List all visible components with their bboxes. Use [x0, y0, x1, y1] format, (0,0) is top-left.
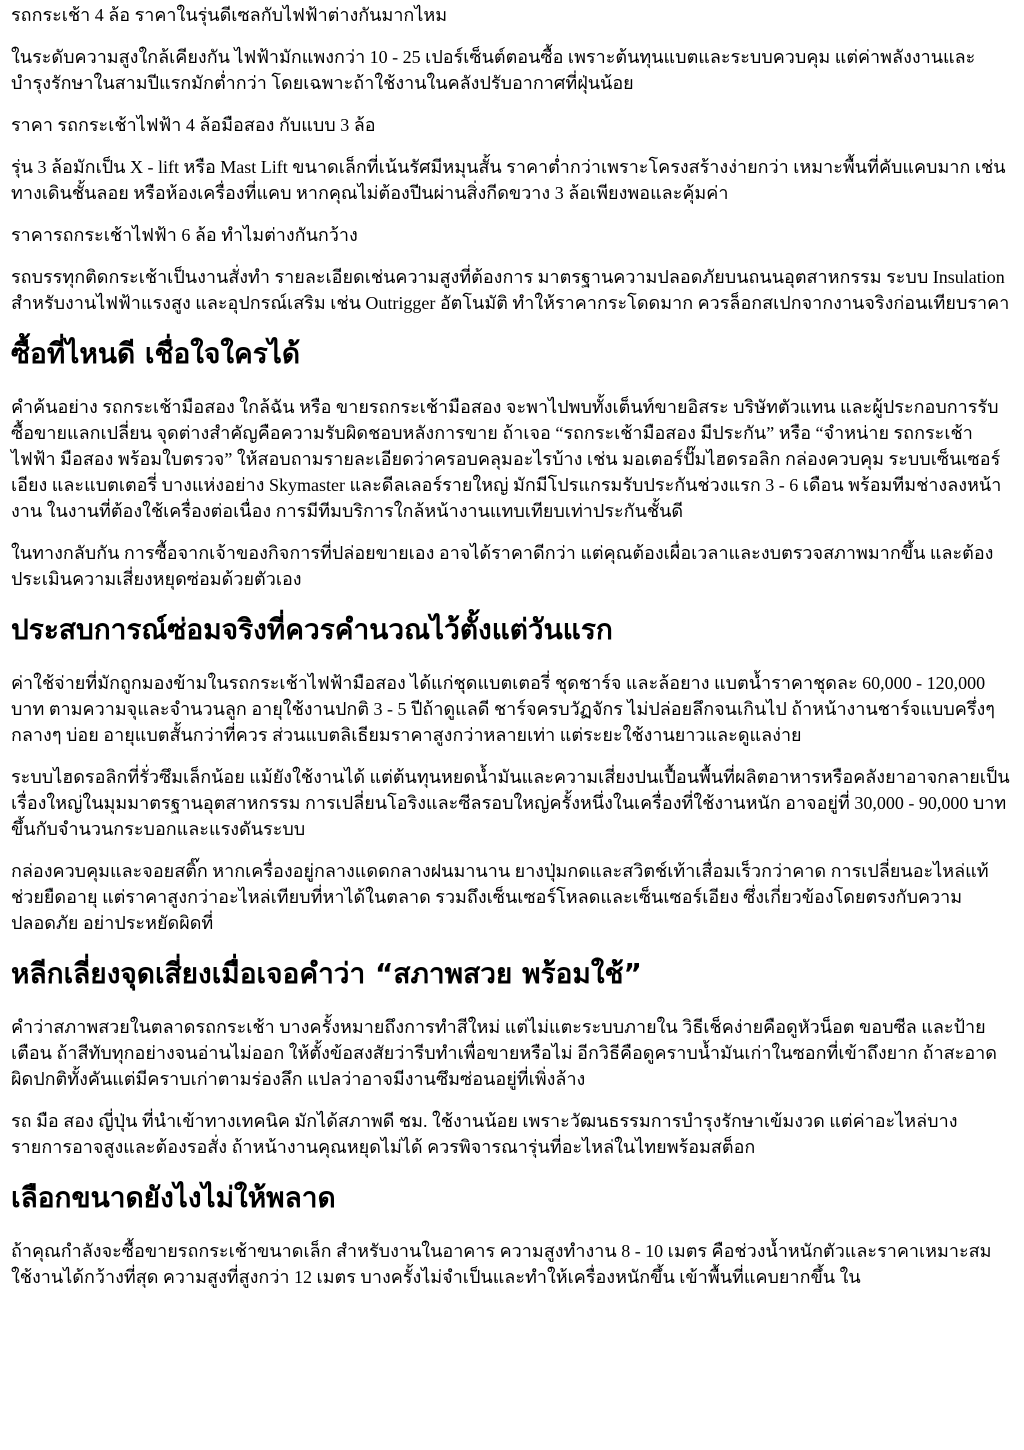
paragraph-electric-vs-diesel: ในระดับความสูงใกล้เคียงกัน ไฟฟ้ามักแพงกว่า 10 - 25 เปอร์เซ็นต์ตอนซื้อ เพราะต้นทุนแบตและระบบควบคุม แต่ค่าพลังงานและบำรุงรักษาในสามปีแรกมักต่ำกว่า โดยเฉพาะถ้าใช้งานในคลังปรับอากาศที่ฝุ่นน้อย: [11, 47, 976, 93]
paragraph-controls: กล่องควบคุมและจอยสติ๊ก หากเครื่องอยู่กลางแดดกลางฝนมานาน ยางปุ่มกดและสวิตช์เท้าเสื่อมเร็วกว่าคาด การเปลี่ยนอะไหล่แท้ช่วยยืดอายุ แต่ราคาสูงกว่าอะไหล่เทียบที่หาได้ในตลาด รวมถึงเซ็นเซอร์โหลดและเซ็นเซอร์เอียง ซึ่งเกี่ยวข้องโดยตรงกับความปลอดภัย อย่าประหยัดผิดที่: [11, 861, 989, 933]
paragraph-truck-mounted: รถบรรทุกติดกระเช้าเป็นงานสั่งทำ รายละเอียดเช่นความสูงที่ต้องการ มาตรฐานความปลอดภัยบนถนนอุตสาหกรรม ระบบ Insulation สำหรับงานไฟฟ้าแรงสูง และอุปกรณ์เสริม เช่น Outrigger อัตโนมัติ ทำให้ราคากระโดดมาก ควรล็อกสเปกจากงานจริงก่อนเทียบราคา: [11, 267, 1010, 313]
paragraph-dealers-warranty: คำค้นอย่าง รถกระเช้ามือสอง ใกล้ฉัน หรือ ขายรถกระเช้ามือสอง จะพาไปพบทั้งเต็นท์ขายอิสระ บริษัทตัวแทน และผู้ประกอบการรับซื้อขายแลกเปลี่ยน จุดต่างสำคัญคือความรับผิดชอบหลังการขาย ถ้าเจอ “รถกระเช้ามือสอง มีประกัน” หรือ “จำหน่าย รถกระเช้าไฟฟ้า มือสอง พร้อมใบตรวจ” ให้สอบถามรายละเอียดว่าครอบคลุมอะไรบ้าง เช่น มอเตอร์ปั๊มไฮดรอลิก กล่องควบคุม ระบบเซ็นเซอร์เอียง และแบตเตอรี่ บางแห่งอย่าง Skymaster และดีลเลอร์รายใหญ่ มักมีโปรแกรมรับประกันช่วงแรก 3 - 6 เดือน พร้อมทีมช่างลงหน้างาน ในงานที่ต้องใช้เครื่องต่อเนื่อง การมีทีมบริการใกล้หน้างานแทบเทียบเท่าประกันชั้นดี: [11, 397, 1002, 521]
subheading-6wheel-price: ราคารถกระเช้าไฟฟ้า 6 ล้อ ทำไมต่างกันกว้าง: [11, 225, 358, 245]
paragraph-japanese-imports: รถ มือ สอง ญี่ปุ่น ที่นำเข้าทางเทคนิค มักได้สภาพดี ชม. ใช้งานน้อย เพราะวัฒนธรรมการบำรุงรักษาเข้มงวด แต่ค่าอะไหล่บางรายการอาจสูงและต้องรอสั่ง ถ้าหน้างานคุณหยุดไม่ได้ ควรพิจารณารุ่นที่อะไหล่ในไทยพร้อมสต็อก: [11, 1111, 958, 1157]
subheading-4wheel-vs-3wheel: ราคา รถกระเช้าไฟฟ้า 4 ล้อมือสอง กับแบบ 3 ล้อ: [11, 115, 376, 135]
paragraph-hydraulics: ระบบไฮดรอลิกที่รั่วซึมเล็กน้อย แม้ยังใช้งานได้ แต่ต้นทุนหยดน้ำมันและความเสี่ยงปนเปื้อนพื้นที่ผลิตอาหารหรือคลังยาอาจกลายเป็นเรื่องใหญ่ในมุมมาตรฐานอุตสาหกรรม การเปลี่ยนโอริงและซีลรอบใหญ่ครั้งหนึ่งในเครื่องที่ใช้งานหนัก อาจอยู่ที่ 30,000 - 90,000 บาท ขึ้นกับจำนวนกระบอกและแรงดันระบบ: [11, 767, 1010, 839]
article-body: [11, 2, 1014, 1290]
section-heading-risk-points: หลีกเลี่ยงจุดเสี่ยงเมื่อเจอคำว่า “สภาพสวย พร้อมใช้”: [11, 957, 642, 990]
section-heading-repair-costs: ประสบการณ์ซ่อมจริงที่ควรคำนวณไว้ตั้งแต่วันแรก: [11, 613, 613, 646]
paragraph-battery-costs: ค่าใช้จ่ายที่มักถูกมองข้ามในรถกระเช้าไฟฟ้ามือสอง ได้แก่ชุดแบตเตอรี่ ชุดชาร์จ และล้อยาง แบตน้ำราคาชุดละ 60,000 - 120,000 บาท ตามความจุและจำนวนลูก อายุใช้งานปกติ 3 - 5 ปีถ้าดูแลดี ชาร์จครบวัฏจักร ไม่ปล่อยลึกจนเกินไป ถ้าหน้างานชาร์จแบบครึ่งๆ กลางๆ บ่อย อายุแบตสั้นกว่าที่ควร ส่วนแบตลิเธียมราคาสูงกว่าหลายเท่า แต่ระยะใช้งานยาวและดูแลง่าย: [11, 673, 995, 745]
paragraph-3wheel: รุ่น 3 ล้อมักเป็น X - lift หรือ Mast Lift ขนาดเล็กที่เน้นรัศมีหมุนสั้น ราคาต่ำกว่าเพราะโครงสร้างง่ายกว่า เหมาะพื้นที่คับแคบมาก เช่น ทางเดินชั้นลอย หรือห้องเครื่องที่แคบ หากคุณไม่ต้องปีนผ่านสิ่งกีดขวาง 3 ล้อเพียงพอและคุ้มค่า: [11, 157, 1006, 203]
paragraph-good-condition: คำว่าสภาพสวยในตลาดรถกระเช้า บางครั้งหมายถึงการทำสีใหม่ แต่ไม่แตะระบบภายใน วิธีเช็คง่ายคือดูหัวน็อต ขอบซีล และป้ายเตือน ถ้าสีทับทุกอย่างจนอ่านไม่ออก ให้ตั้งข้อสงสัยว่ารีบทำเพื่อขายหรือไม่ อีกวิธีคือดูคราบน้ำมันเก่าในซอกที่เข้าถึงยาก ถ้าสะอาดผิดปกติทั้งคันแต่มีคราบเก่าตามร่องลึก แปลว่าอาจมีงานซึมซ่อนอยู่ที่เพิ่งล้าง: [11, 1017, 997, 1089]
paragraph-private-seller: ในทางกลับกัน การซื้อจากเจ้าของกิจการที่ปล่อยขายเอง อาจได้ราคาดีกว่า แต่คุณต้องเผื่อเวลาและงบตรวจสภาพมากขึ้น และต้องประเมินความเสี่ยงหยุดซ่อมด้วยตัวเอง: [11, 543, 994, 589]
section-heading-choose-size: เลือกขนาดยังไงไม่ให้พลาด: [11, 1181, 336, 1214]
section-heading-where-to-buy: ซื้อที่ไหนดี เชื่อใจใครได้: [11, 337, 301, 370]
subheading-4wheel-price: รถกระเช้า 4 ล้อ ราคาในรุ่นดีเซลกับไฟฟ้าต่างกันมากไหม: [11, 5, 448, 25]
paragraph-size-selection: ถ้าคุณกำลังจะซื้อขายรถกระเช้าขนาดเล็ก สำหรับงานในอาคาร ความสูงทำงาน 8 - 10 เมตร คือช่วงน้ำหนักตัวและราคาเหมาะสม ใช้งานได้กว้างที่สุด ความสูงที่สูงกว่า 12 เมตร บางครั้งไม่จำเป็นและทำให้เครื่องหนักขึ้น เข้าพื้นที่แคบยากขึ้น ใน: [11, 1241, 992, 1287]
